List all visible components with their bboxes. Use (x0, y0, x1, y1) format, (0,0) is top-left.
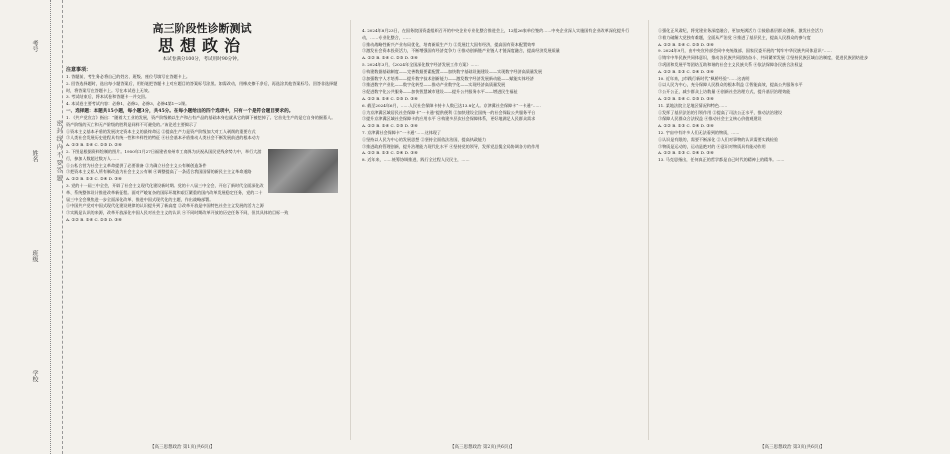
column-divider (648, 20, 649, 440)
margin-label-exam-no: 考号 (31, 40, 38, 52)
question-text: 9. 2024年9月，由中央宣传部会同中央统战部、国家民委开展的“铸牢中华民族共同体意识”…… (658, 48, 832, 54)
seal-line (50, 0, 51, 454)
historical-photo (268, 149, 338, 193)
notice-item: 1. 答题前，考生务必将自己的姓名、班级、座位号填写在答题卡上。 (66, 74, 190, 79)
question-text: 3. 党的十一届三中全会，开辟了社会主义现代化建设新时期。党的十八届三中全会，开启了新时代全面深化改革、系统整体设计推进改革新征程。面对严峻复杂的国际环境和艰巨繁重的国内改革发展稳定任务，党的二十届三中全会聚焦进一步全面深化改革、推进中国式现代化的主题，作出战略部署。 (66, 182, 264, 202)
seal-line-text: 密 封 线 内 不 要 答 题 (55, 120, 62, 182)
answer-choices: A. ①② B. ①③ C. ②④ D. ③④ (658, 68, 714, 74)
page-footer: 【高三思想政治 第1页(共6页)】 (150, 445, 215, 450)
answer-choices: A. ①② B. ①④ C. ②③ D. ③④ (362, 123, 418, 129)
page-footer: 【高三思想政治 第3页(共6页)】 (760, 445, 825, 450)
exam-title: 高三阶段性诊断测试 (152, 22, 252, 35)
margin-label-school: 学校 (31, 370, 38, 382)
question-text: 12. 宇宙中有许多人们无法看到的物质，…… (658, 129, 740, 135)
question-text: 2. 下图是根据资料绘制的图片。1950年1月27日福建省泉州市工商界为庆祝从国民党残余势力中，举行大游行，参加人数超过数万人…… (66, 148, 262, 161)
column-2 (362, 28, 638, 438)
answer-choices: A. ①③ B. ①④ C. ②③ D. ②④ (66, 142, 122, 148)
option-text: ③着力破解大党独有难题，全面从严治党 ④推进了基层民主，提高人民群众的参与度 (658, 34, 811, 40)
column-3 (658, 28, 940, 438)
question-text: 6. 截至2024年6月，……人民社会保障卡持卡人数已达13.8亿人。京津冀社会保障卡“一卡通”…… (362, 102, 541, 108)
answer-choices: A. ①② B. ①④ C. ②③ D. ③④ (658, 95, 714, 101)
exam-meta: 本试卷满分100分，考试用时90分钟。 (162, 57, 242, 62)
option-text: ③巩固和发展平等团结互助和谐的社会主义民族关系 ④依法保障各民族合法权益 (658, 61, 803, 67)
answer-choices: A. ①② B. ①③ C. ②④ D. ③④ (362, 150, 418, 156)
notice-title: 注意事项： (66, 67, 92, 73)
option-text: ①资本主义基本矛盾的发展决定资本主义的最终命运 ②提高生产力是资产阶级加大对工人剥削的重要方式 (66, 128, 256, 134)
option-text: ①为京津冀区域居民社会保障卡“一卡通”提供便利 ②加快建设全国统一的社会保险公共服务平台 (362, 109, 536, 115)
option-text: ①坚持以人民为中心的发展思想 ②坚持全面依法治国，提高执政能力 (362, 136, 487, 142)
option-text: ①构建数据基础制度——完善数据要素配置——加快数字基础设施建设——实现数字经济高质量发展 (362, 68, 543, 74)
margin-label-name: 姓名 (31, 150, 38, 162)
option-text: ③公开公正，减少群众上访数量 ④创新社会治理方式，提升基层治理效能 (658, 89, 791, 95)
notice-item: 2. 回答选择题时，选出每小题答案后，用铅笔把答题卡上对应题目的答案标号涂黑。如需改动，用橡皮擦干净后，再选涂其他答案标号。回答非选择题时，将答案写在答题卡上。写在本试卷上无效。 (66, 80, 338, 93)
question-text: 13. 马克思指出，任何真正的哲学都是自己时代的精神上的精华。…… (658, 157, 785, 163)
subject-title: 思想政治 (157, 36, 246, 55)
answer-choices: A. ①② B. ①③ C. ②④ D. ③④ (658, 123, 714, 129)
column-divider (350, 20, 351, 440)
page-footer: 【高三思想政治 第2页(共6页)】 (450, 445, 515, 450)
answer-choices: A. ①② B. ①④ C. ②③ D. ③④ (66, 216, 122, 222)
option-text: ③物质是运动的，运动是绝对的 ④意识对物质具有能动作用 (658, 143, 766, 149)
option-text: ②加强数字人才培养——提升数字技术创新能力——激发数字经济发展新动能——赋能实体经济 (362, 75, 534, 81)
option-text: ③实践是认识的来源，改革开放深化中国人民对社会主义的认识 ④不同时期改革开放的历史任务不同，但其具体的目标一致 (66, 210, 289, 216)
notice-item: 4. 本试卷主要考试内容：必修1、必修2、必修3、必修4第1～2课。 (66, 101, 190, 107)
option-text: ①强化正风肃纪，将党建业务深度融合，更加充满活力 ②鼓励基层群众创新，激发社会活力 (658, 28, 824, 33)
answer-choices: A. ①② B. ①③ C. ②④ D. ③④ (66, 176, 122, 182)
option-text: ①中国共产党对中国式现代化建设规律的认识提升到了新高度 ②改革开放是中国特色社会主义发展的活力之源 (66, 203, 264, 209)
option-text: ③提升京津冀区域社会保障卡的应用水平 ④构建多层次社会保障体系，更好地满足人民群众需求 (362, 116, 536, 122)
option-text: ③激发社会资本投资活力，不断增强国有经济竞争力 ④推动创新链产业链人才链深度融合，提高经济发展质量 (362, 48, 560, 54)
notice-item: 3. 考试结束后，将本试卷和答题卡一并交回。 (66, 94, 149, 100)
option-text: ①推动战略性新兴产业布局优化，培育新质生产力 ②发展壮大国有经济，提高国有资本配置效率 (362, 41, 536, 47)
option-text: ③保障人民群众合法权益 ④推动社会主义核心价值观建设 (658, 116, 762, 122)
column-1 (66, 18, 338, 438)
option-text: ①公私合营为社会主义革命提供了必要准备 ②为确立社会主义公有制创造条件 (66, 162, 207, 168)
answer-choices: A. ①② B. ①④ C. ②③ D. ③④ (362, 55, 418, 61)
question-text: 8. 近年来，……统筹协调推进，践行全过程人民民主，…… (362, 157, 470, 163)
option-text: ①发挥了基层法治的引领作用 ②提高了司法公正水平，推动法治建设 (658, 109, 783, 115)
question-text: 1. 《共产党宣言》指出：“随着大工业的发展，资产阶级赖以生产和占有产品的基础本身也就从它的脚下被挖掉了。它首先生产的是它自身的掘墓人。资产阶级的灭亡和无产阶级的胜利是同样不可避免的。”该论述主要揭示了 (66, 114, 336, 127)
option-text: ①铸牢中华民族共同体意识，推动各民族共同团结奋斗、共同繁荣发展 ②坚持民族区域自治制度，促进民族团结进步 (658, 55, 869, 61)
question-text: 11. 某地法院立足地区情况和特色…… (658, 102, 728, 108)
option-text: ④促进数字化公共服务——加快智慧城市建设——提升公共服务水平——增进民生福祉 (362, 89, 518, 95)
answer-choices: A. ①② B. ①④ C. ②③ D. ③④ (362, 95, 418, 101)
question-text: 10. 近年来，J市践行新时代“枫桥经验”……这表明 (658, 75, 750, 81)
question-text: 4. 2024年8月23日，在国务院国资委组织召开的中央企业专业化整合推进会上，12组26家单位签约……中央企业深入实施国有企业改革深化提升行动，……专业化整合，…… (362, 28, 630, 40)
section-heading: 一、选择题：本题共15小题，每小题3分，共45分。在每小题给出的四个选项中，只有一个是符合题目要求的。 (66, 108, 294, 114)
option-text: ③人类社会发展历史进程具有统一性和多样性的特征 ④社会基本矛盾推动人类社会不断发展前进的根本动力 (66, 135, 260, 141)
margin-label-class: 班级 (31, 250, 38, 262)
binding-margin (0, 0, 63, 454)
option-text: ③把资本主义私人所有制改造为社会主义公有制 ④调整提高了一条适合我国国情的新民主主义革命道路 (66, 169, 252, 175)
option-text: ③推进政府管理创新，提升治理能力现代化水平 ④坚持党的领导，发挥党总揽全局协调各方的作用 (362, 143, 540, 149)
answer-choices: A. ①② B. ①④ C. ②③ D. ③④ (658, 41, 714, 47)
option-text: ①认识是有限的，需要不断深化 ②人们对事物的认识需要实践检验 (658, 136, 779, 142)
question-text: 5. 2024年3月，《2024年全国深化数字经济发展工作方案》…… (362, 61, 479, 67)
option-text: ①以人民为中心，充分保障人民群众的根本利益 ②智能高效，提高公共服务水平 (658, 82, 803, 88)
answer-choices: A. ①② B. ①③ C. ②④ D. ③④ (658, 150, 714, 156)
option-text: ③推进数字产业化——数字化转型——推动产业数字化——实现经济高质量发展 (362, 82, 506, 88)
question-text: 7. 京津冀社会保障卡“一卡通”……这体现了 (362, 129, 441, 135)
